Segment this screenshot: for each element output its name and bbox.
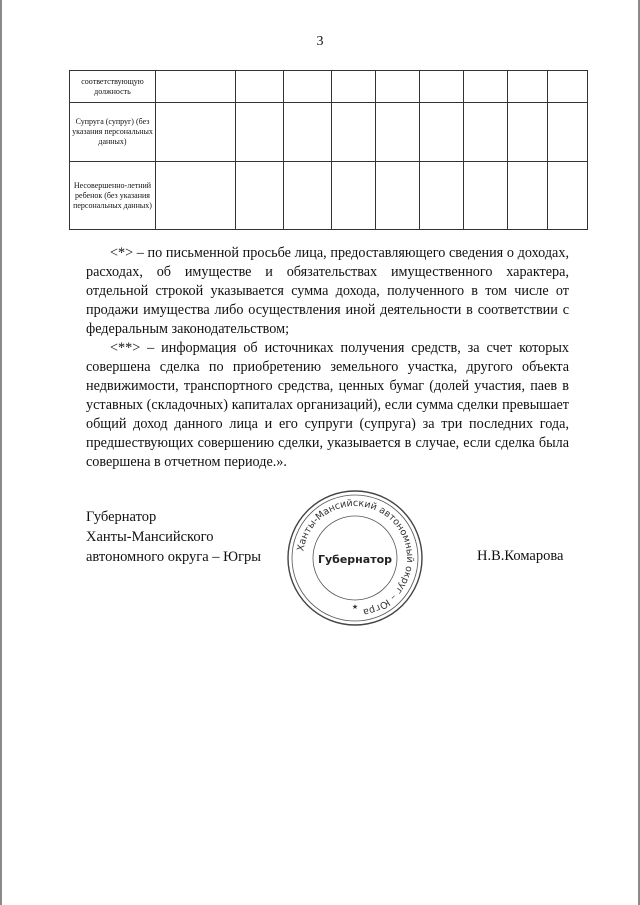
- table-cell: [156, 71, 236, 103]
- table-cell: [464, 71, 508, 103]
- table-cell: [156, 162, 236, 230]
- table-cell: [236, 103, 284, 162]
- signatory-title-line: Ханты-Мансийского: [86, 529, 214, 545]
- page-edge-left: [0, 0, 2, 905]
- signatory-title-line: Губернатор: [86, 509, 157, 525]
- table-cell: [508, 103, 548, 162]
- table-row: [70, 103, 588, 162]
- signatory-title: [86, 507, 261, 567]
- table-cell: [464, 162, 508, 230]
- table-cell: [156, 103, 236, 162]
- footnote-double-asterisk: <**> – информация об источниках получения средств, за счет которых совершена сделка по приобретению земельного участка, другого объекта недвижимости, транспортного средства, ценных бумаг (долей участия, паев в уставных (складочных) капиталах организаций), если сумма сделки превышает общий доход данного лица и его супруги (супруга) за три последних года, предшествующих совершению сделки, указывается в случае, если сделка была совершена в отчетном периоде.».: [86, 340, 569, 470]
- seal-ring-text: Ханты-Мансийский автономный округ – Югра: [295, 497, 416, 618]
- table-cell: [508, 162, 548, 230]
- table-cell: [332, 162, 376, 230]
- table-cell: [332, 103, 376, 162]
- table-cell: [236, 162, 284, 230]
- table-cell: [548, 71, 588, 103]
- table-cell: [376, 71, 420, 103]
- signatory-title-line: автономного округа – Югры: [86, 549, 262, 565]
- table-row: [70, 162, 588, 230]
- table-cell: [508, 71, 548, 103]
- table-cell: [236, 71, 284, 103]
- table-cell: [420, 162, 464, 230]
- table-row: [70, 71, 588, 103]
- table-cell: [332, 71, 376, 103]
- income-table: [69, 70, 588, 230]
- official-seal: [284, 487, 426, 629]
- seal-star-icon: ★: [351, 603, 359, 611]
- table-cell: [420, 103, 464, 162]
- row-label: Несовершенно-летний ребенок (без указания персональных данных): [70, 162, 156, 230]
- table-cell: [284, 71, 332, 103]
- page-number: 3: [316, 34, 324, 49]
- footnotes: [86, 244, 569, 472]
- table-cell: [376, 162, 420, 230]
- table-cell: [284, 162, 332, 230]
- table-cell: [376, 103, 420, 162]
- table-cell: [420, 71, 464, 103]
- table-cell: [548, 162, 588, 230]
- table-cell: [284, 103, 332, 162]
- footnote-single-asterisk: <*> – по письменной просьбе лица, предоставляющего сведения о доходах, расходах, об имуществе и обязательствах имущественного характера, отдельной строкой указывается сумма дохода, полученного в том числе от продажи имущества либо осуществления иной деятельности в соответствии с федеральным законодательством;: [86, 245, 569, 337]
- row-label: Супруга (супруг) (без указания персональных данных): [70, 103, 156, 162]
- seal-center-text: Губернатор: [317, 553, 393, 566]
- table-cell: [548, 103, 588, 162]
- row-label: соответствующую должность: [70, 71, 156, 103]
- table-cell: [464, 103, 508, 162]
- signatory-name: Н.В.Комарова: [477, 548, 564, 564]
